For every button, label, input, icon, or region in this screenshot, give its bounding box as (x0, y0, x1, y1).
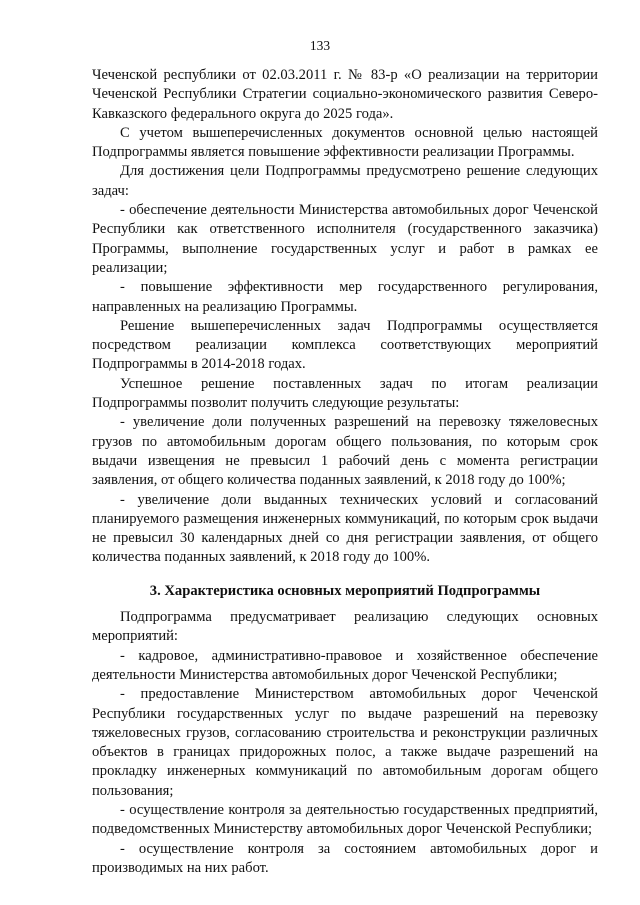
list-item: - обеспечение деятельности Министерства автомобильных дорог Чеченской Республики как ответственного исполнителя (государственного заказчика) Программы, выполнение государственных услуг и работ в рамках ее реализации; (92, 202, 598, 276)
section-heading: 3. Характеристика основных мероприятий Подпрограммы (149, 582, 541, 599)
paragraph: Успешное решение поставленных задач по итогам реализации Подпрограммы позволит получить следующие результаты: (92, 375, 598, 412)
paragraph: С учетом вышеперечисленных документов основной целью настоящей Подпрограммы является повышение эффективности реализации Программы. (92, 124, 598, 161)
list-item: - повышение эффективности мер государственного регулирования, направленных на реализацию Программы. (92, 279, 598, 315)
list-item: - увеличение доли выданных технических условий и согласований планируемого размещения инженерных коммуникаций, по которым срок выдачи не превысил 30 календарных дней со дня регистрации заявления, от общего количества поданных заявлений, к 2018 году до 100%. (92, 491, 598, 566)
list-item: - предоставление Министерством автомобильных дорог Чеченской Республики государственных услуг по выдаче разрешений на перевозку тяжеловесных грузов, согласованию строительства и реконструкции различных объектов в границах придорожных полос, а также выдаче разрешений на прокладку инженерных коммуникаций по автомобильным дорогам общего пользования; (92, 686, 598, 799)
section-goals (92, 66, 598, 568)
list-item: - кадровое, административно-правовое и хозяйственное обеспечение деятельности Министерства автомобильных дорог Чеченской Республики; (92, 647, 598, 683)
list-item: - осуществление контроля за деятельностью государственных предприятий, подведомственных Министерству автомобильных дорог Чеченской Республики; (92, 801, 598, 838)
page-number: 133 (309, 38, 331, 53)
body-text (92, 66, 598, 878)
paragraph: Для достижения цели Подпрограммы предусмотрено решение следующих задач: (92, 163, 598, 199)
list-item: - увеличение доли полученных разрешений на перевозку тяжеловесных грузов по автомобильным дорогам общего пользования, по которым срок выдачи извещения не превысил 1 рабочий день с момента регистрации заявления, от общего количества поданных заявлений, к 2018 году до 100%; (92, 414, 598, 489)
paragraph: Подпрограмма предусматривает реализацию следующих основных мероприятий: (92, 609, 598, 645)
paragraph: Решение вышеперечисленных задач Подпрограммы осуществляется посредством реализации комплекса соответствующих мероприятий Подпрограммы в 2014-2018 годах. (92, 317, 598, 373)
list-item: - осуществление контроля за состоянием автомобильных дорог и производимых на них работ. (92, 840, 598, 876)
paragraph: Чеченской республики от 02.03.2011 г. № 83-р «О реализации на территории Чеченской Республики Стратегии социально-экономического развития Северо-Кавказского федерального округа до 2025 года». (92, 67, 598, 122)
section-activities (92, 608, 598, 878)
